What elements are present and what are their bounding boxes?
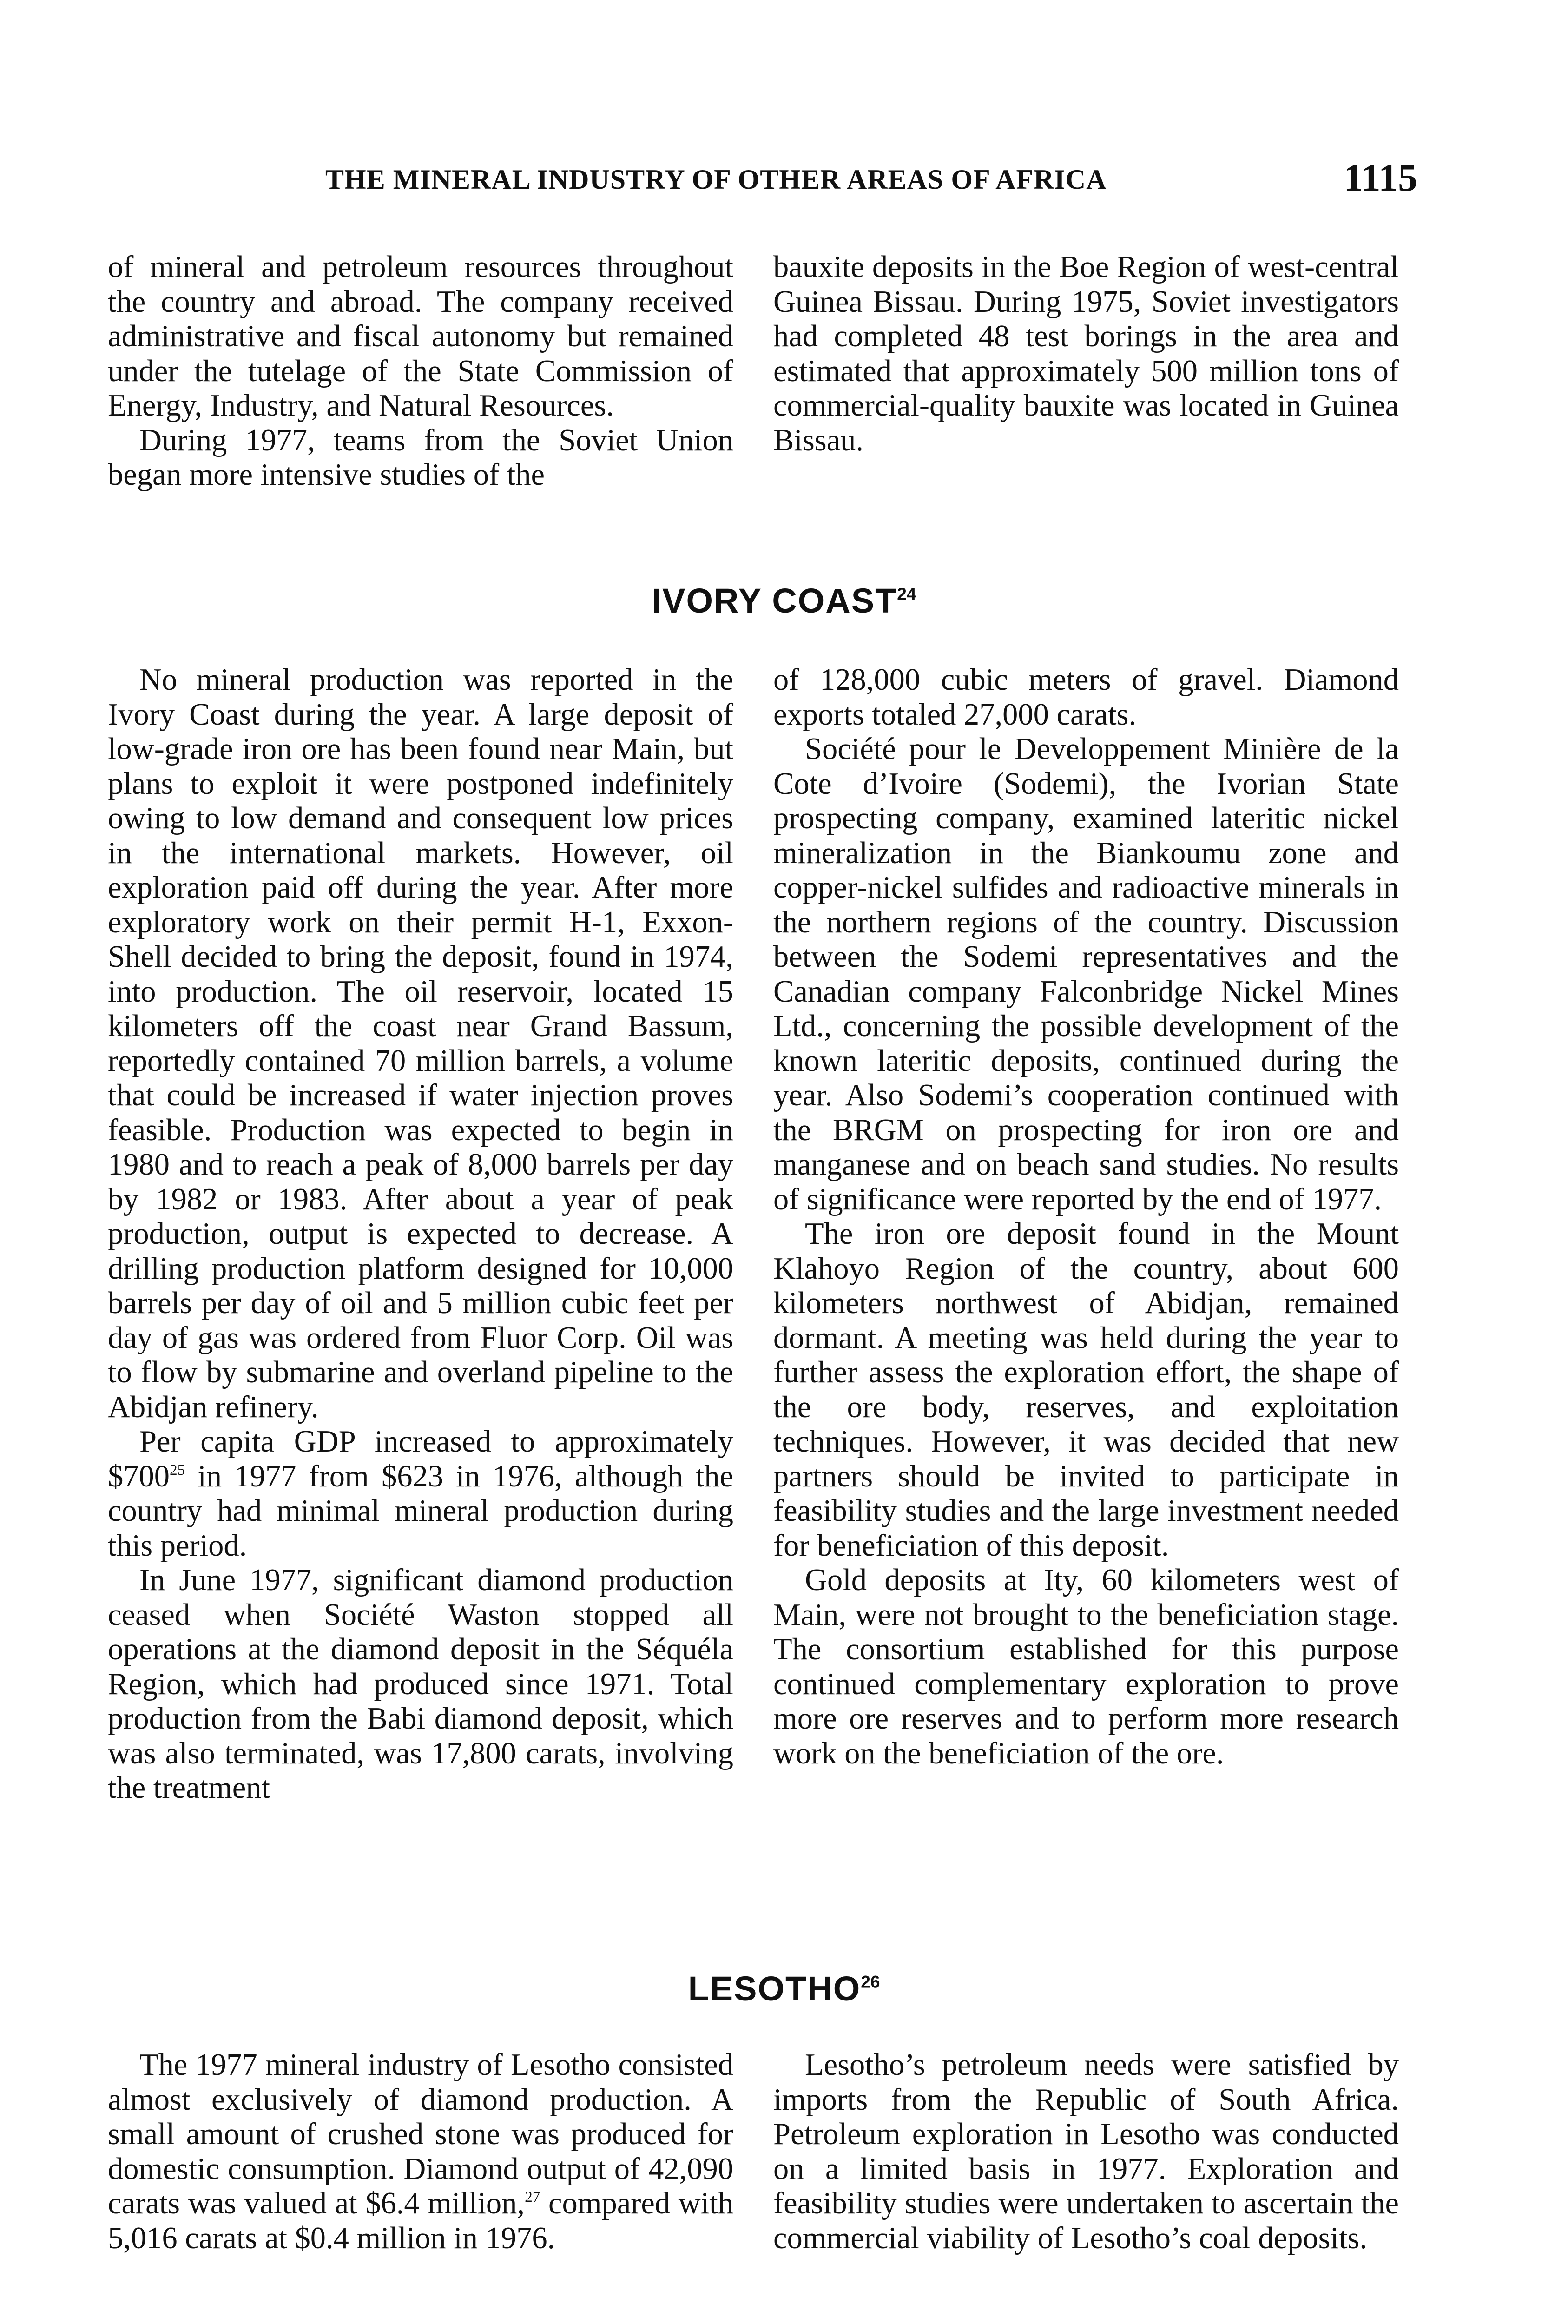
paragraph-text: Per capita GDP increased to approximately $700	[108, 1425, 733, 1493]
paragraph: of 128,000 cubic meters of gravel. Diamond exports totaled 27,000 carats.	[773, 663, 1399, 732]
top-left-column	[108, 250, 733, 493]
paragraph: The iron ore deposit found in the Mount Klahoyo Region of the country, about 600 kilometers northwest of Abidjan, remained dormant. A meeting was held during the year to further assess the exploration effort, the shape of the ore body, reserves, and exploitation techniques. However, it was decided that new partners should be invited to participate in feasibility studies and the large investment needed for beneficiation of this deposit.	[773, 1217, 1399, 1563]
top-right-column	[773, 250, 1399, 458]
paragraph-text: in 1977 from $623 in 1976, although the country had minimal mineral production during this period.	[108, 1459, 733, 1563]
section-heading-lesotho	[0, 1969, 1568, 2008]
ivory-coast-right-column	[773, 663, 1399, 1771]
paragraph: of mineral and petroleum resources throughout the country and abroad. The company received administrative and fiscal autonomy but remained under the tutelage of the State Commission of Energy, Industry, and Natural Resources.	[108, 250, 733, 423]
paragraph: No mineral production was reported in the Ivory Coast during the year. A large deposit of low-grade iron ore has been found near Main, but plans to exploit it were postponed indefinitely owing to low demand and consequent low prices in the international markets. However, oil exploration paid off during the year. After more exploratory work on their permit H-1, Exxon-Shell decided to bring the deposit, found in 1974, into production. The oil reservoir, located 15 kilometers off the coast near Grand Bassum, reportedly contained 70 million barrels, a volume that could be increased if water injection proves feasible. Production was expected to begin in 1980 and to reach a peak of 8,000 barrels per day by 1982 or 1983. After about a year of peak production, output is expected to decrease. A drilling production platform designed for 10,000 barrels per day of oil and 5 million cubic feet per day of gas was ordered from Fluor Corp. Oil was to flow by submarine and overland pipeline to the Abidjan refinery.	[108, 663, 733, 1424]
paragraph: Gold deposits at Ity, 60 kilometers west of Main, were not brought to the beneficiation stage. The consortium established for this purpose continued complementary exploration to prove more ore reserves and to perform more research work on the beneficiation of the ore.	[773, 1563, 1399, 1770]
ivory-coast-left-column	[108, 663, 733, 1806]
running-head	[107, 158, 1417, 209]
lesotho-right-column	[773, 2048, 1399, 2256]
running-title: THE MINERAL INDUSTRY OF OTHER AREAS OF AFRICA	[325, 164, 1107, 195]
paragraph-text: compared with 5,016 carats at $0.4 million in 1976.	[108, 2186, 733, 2255]
paragraph: During 1977, teams from the Soviet Union began more intensive studies of the	[108, 423, 733, 492]
page-number: 1115	[1344, 156, 1417, 199]
paragraph: Société pour le Developpement Minière de la Cote d’Ivoire (Sodemi), the Ivorian State prospecting company, examined lateritic nickel mineralization in the Biankoumu zone and copper-nickel sulfides and radioactive minerals in the northern regions of the country. Discussion between the Sodemi representatives and the Canadian company Falconbridge Nickel Mines Ltd., concerning the possible development of the known lateritic deposits, continued during the year. Also Sodemi’s cooperation continued with the BRGM on prospecting for iron ore and manganese and on beach sand studies. No results of significance were reported by the end of 1977.	[773, 732, 1399, 1216]
paragraph: Lesotho’s petroleum needs were satisfied by imports from the Republic of South Africa. Petroleum exploration in Lesotho was conducted on a limited basis in 1977. Exploration and feasibility studies were undertaken to ascertain the commercial viability of Lesotho’s coal deposits.	[773, 2048, 1399, 2255]
paragraph-text: The 1977 mineral industry of Lesotho consisted almost exclusively of diamond production. A small amount of crushed stone was produced for domestic consumption. Diamond output of 42,090 carats was valued at $6.4 million,	[108, 2048, 733, 2220]
paragraph: bauxite deposits in the Boe Region of west-central Guinea Bissau. During 1975, Soviet investigators had completed 48 test borings in the area and estimated that approximately 500 million tons of commercial-quality bauxite was located in Guinea Bissau.	[773, 250, 1399, 457]
footnote-ref: 25	[170, 1461, 185, 1479]
paragraph	[108, 1425, 733, 1563]
heading-text: LESOTHO	[688, 1969, 861, 2008]
lesotho-left-column	[108, 2048, 733, 2256]
section-heading-ivory-coast	[0, 581, 1568, 621]
footnote-ref: 26	[861, 1972, 880, 1992]
footnote-ref: 24	[897, 584, 916, 604]
heading-text: IVORY COAST	[652, 581, 897, 620]
footnote-ref: 27	[525, 2188, 540, 2206]
paragraph	[108, 2048, 733, 2256]
paragraph: In June 1977, significant diamond production ceased when Société Waston stopped all operations at the diamond deposit in the Séquéla Region, which had produced since 1971. Total production from the Babi diamond deposit, which was also terminated, was 17,800 carats, involving the treatment	[108, 1563, 733, 1805]
